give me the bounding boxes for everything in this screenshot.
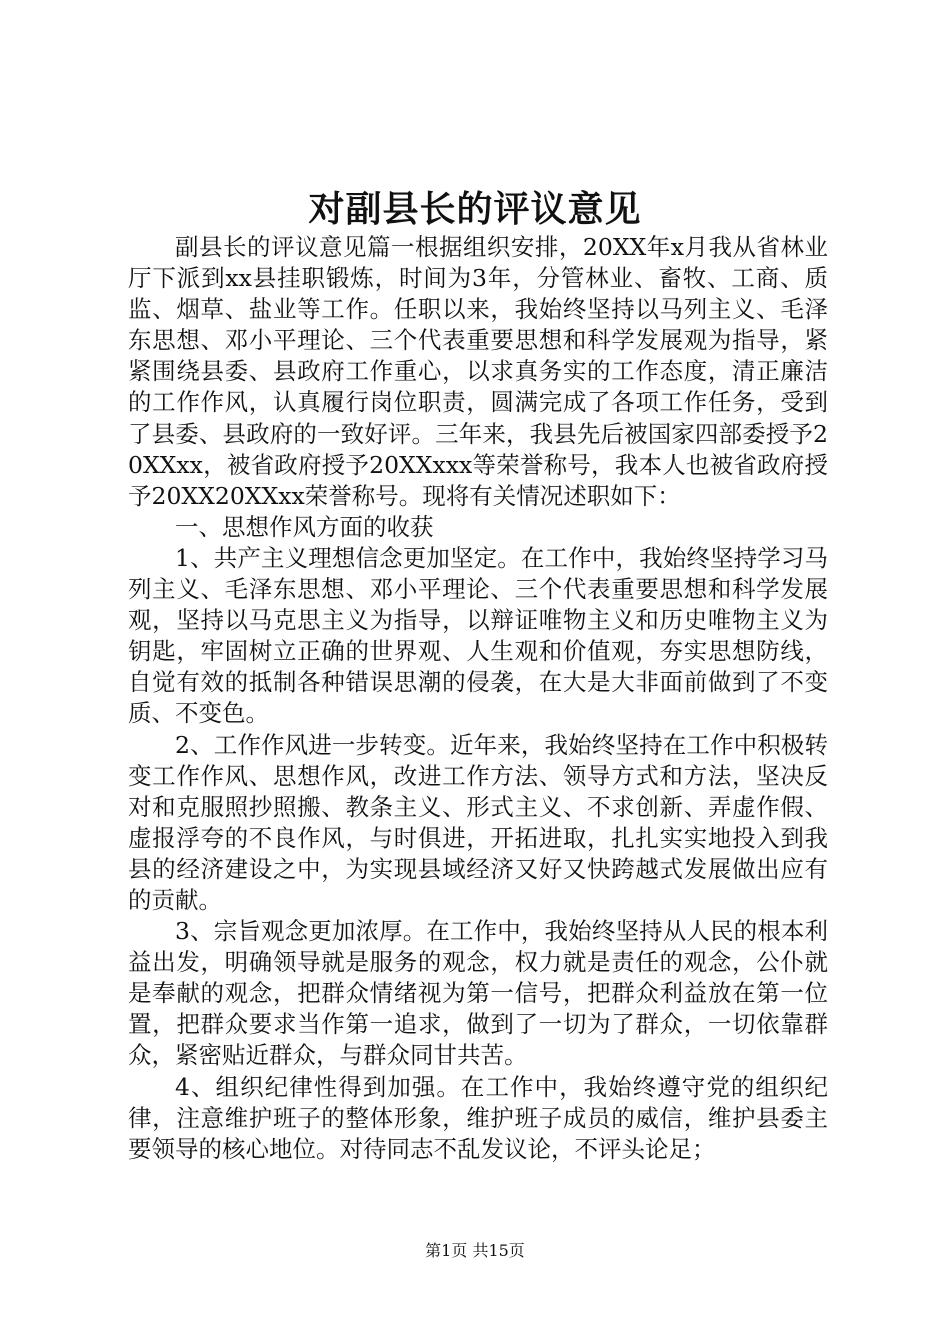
paragraph-item-1: 1、共产主义理想信念更加坚定。在工作中，我始终坚持学习马列主义、毛泽东思想、邓小平理论、三个代表重要思想和科学发展观，坚持以马克思主义为指导，以辩证唯物主义和历史唯物主义为钥匙，牢固树立正确的世界观、人生观和价值观，夯实思想防线，自觉有效的抵制各种错误思潮的侵袭，在大是大非面前做到了不变质、不变色。 (128, 543, 828, 728)
page-footer: 第1页 共15页 (425, 1241, 525, 1260)
intro-paragraph: 副县长的评议意见篇一根据组织安排，20XX年x月我从省林业厅下派到xx县挂职锻炼，时间为3年，分管林业、畜牧、工商、质监、烟草、盐业等工作。任职以来，我始终坚持以马列主义、毛泽东思想、邓小平理论、三个代表重要思想和科学发展观为指导，紧紧围绕县委、县政府工作重心，以求真务实的工作态度，清正廉洁的工作作风，认真履行岗位职责，圆满完成了各项工作任务，受到了县委、县政府的一致好评。三年来，我县先后被国家四部委授予20XXxx，被省政府授予20XXxxx等荣誉称号，我本人也被省政府授予20XX20XXxx荣誉称号。现将有关情况述职如下： (128, 233, 828, 510)
paragraph-item-2: 2、工作作风进一步转变。近年来，我始终坚持在工作中积极转变工作作风、思想作风，改进工作方法、领导方式和方法，坚决反对和克服照抄照搬、教条主义、形式主义、不求创新、弄虚作假、虚报浮夸的不良作风，与时俱进，开拓进取，扎扎实实地投入到我县的经济建设之中，为实现县域经济又好又快跨越式发展做出应有的贡献。 (128, 730, 828, 914)
document-body (128, 232, 828, 1165)
section-heading: 一、思想作风方面的收获 (175, 512, 434, 541)
document-title: 对副县长的评议意见 (308, 188, 642, 230)
paragraph-item-4: 4、组织纪律性得到加强。在工作中，我始终遵守党的组织纪律，注意维护班子的整体形象，维护班子成员的威信，维护县委主要领导的核心地位。对待同志不乱发议论，不评头论足； (128, 1072, 828, 1163)
paragraph-item-3: 3、宗旨观念更加浓厚。在工作中，我始终坚持从人民的根本利益出发，明确领导就是服务的观念，权力就是责任的观念，公仆就是奉献的观念，把群众情绪视为第一信号，把群众利益放在第一位置，把群众要求当作第一追求，做到了一切为了群众，一切依靠群众，紧密贴近群众，与群众同甘共苦。 (128, 917, 828, 1070)
